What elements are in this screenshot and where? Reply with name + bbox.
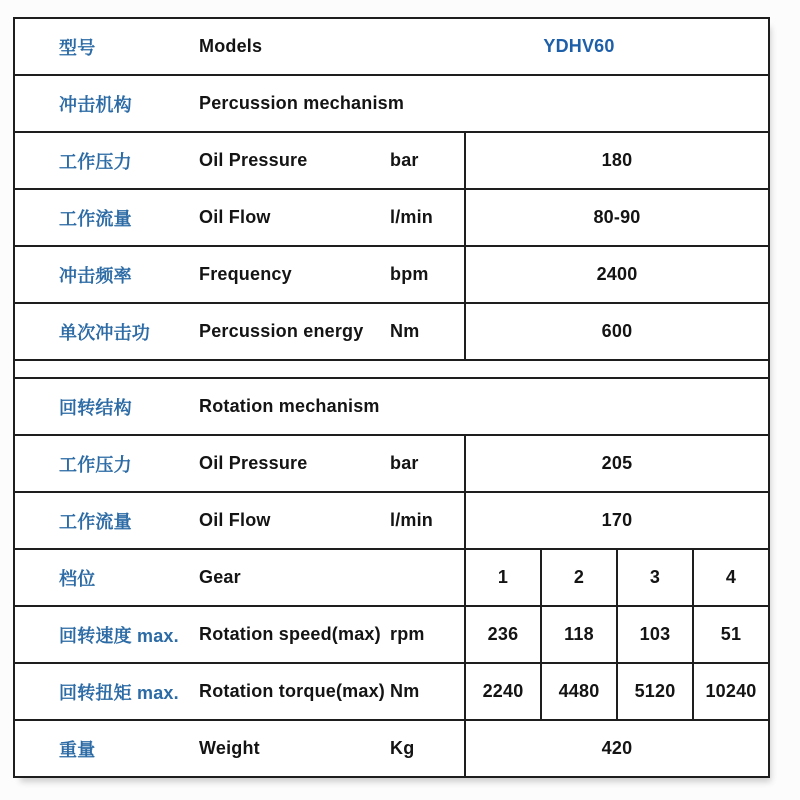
spec-value: 180 (464, 133, 768, 188)
spec-row-oil-pressure-rotation (15, 434, 768, 491)
section-label-en: Rotation mechanism (199, 396, 380, 416)
gear-label-en: Gear (199, 567, 241, 587)
gear-value-1: 1 (464, 550, 540, 605)
rotation-speed-row (15, 605, 768, 662)
spec-unit: Kg (390, 738, 415, 758)
rotation-torque-unit: Nm (390, 681, 420, 701)
spec-value: 205 (464, 436, 768, 491)
section-row-percussion (15, 74, 768, 131)
model-label-en: Models (199, 36, 263, 56)
rotation-torque-gear-3: 5120 (616, 664, 692, 719)
section-label-zh: 冲击机构 (59, 94, 132, 115)
spec-label-en: Oil Flow (199, 510, 271, 530)
spec-label-en: Frequency (199, 264, 292, 284)
spec-value: 2400 (464, 247, 768, 302)
rotation-torque-gear-1: 2240 (464, 664, 540, 719)
rotation-speed-gear-1: 236 (464, 607, 540, 662)
gear-value-4: 4 (692, 550, 768, 605)
model-value: YDHV60 (543, 36, 615, 56)
model-label-zh: 型号 (59, 37, 96, 58)
spec-row-weight (15, 719, 768, 776)
spec-row-frequency (15, 245, 768, 302)
spec-label-zh: 工作压力 (59, 454, 132, 475)
spec-label-en: Weight (199, 738, 260, 758)
section-separator (15, 359, 768, 377)
gear-unit (390, 550, 464, 605)
model-row (15, 19, 768, 74)
rotation-speed-label-zh: 回转速度 max. (59, 625, 179, 646)
spec-row-oil-flow-rotation (15, 491, 768, 548)
spec-unit: bar (390, 453, 419, 473)
spec-unit: l/min (390, 207, 434, 227)
rotation-torque-gear-2: 4480 (540, 664, 616, 719)
rotation-torque-gear-4: 10240 (692, 664, 768, 719)
spec-unit: bar (390, 150, 419, 170)
gear-value-3: 3 (616, 550, 692, 605)
section-row-rotation (15, 377, 768, 434)
rotation-speed-unit: rpm (390, 624, 425, 644)
spec-row-oil-flow-percussion (15, 188, 768, 245)
specification-table (13, 17, 770, 778)
spec-label-zh: 重量 (59, 739, 96, 760)
spec-label-zh: 工作流量 (59, 208, 132, 229)
rotation-speed-gear-3: 103 (616, 607, 692, 662)
spec-label-zh: 冲击频率 (59, 265, 132, 286)
spec-unit: Nm (390, 321, 420, 341)
spec-label-en: Oil Flow (199, 207, 271, 227)
spec-label-zh: 单次冲击功 (59, 322, 150, 343)
gear-value-2: 2 (540, 550, 616, 605)
spec-value: 420 (464, 721, 768, 776)
rotation-speed-gear-2: 118 (540, 607, 616, 662)
spec-label-zh: 工作流量 (59, 511, 132, 532)
spec-row-percussion-energy (15, 302, 768, 359)
rotation-speed-gear-4: 51 (692, 607, 768, 662)
spec-value: 600 (464, 304, 768, 359)
spec-unit: l/min (390, 510, 434, 530)
spec-unit: bpm (390, 264, 429, 284)
rotation-torque-label-en: Rotation torque(max) (199, 681, 385, 701)
spec-label-en: Oil Pressure (199, 150, 308, 170)
rotation-speed-label-en: Rotation speed(max) (199, 624, 381, 644)
spec-value: 170 (464, 493, 768, 548)
spec-label-en: Oil Pressure (199, 453, 308, 473)
spec-label-zh: 工作压力 (59, 151, 132, 172)
rotation-torque-label-zh: 回转扭矩 max. (59, 682, 179, 703)
section-label-zh: 回转结构 (59, 397, 132, 418)
rotation-torque-row (15, 662, 768, 719)
gear-row (15, 548, 768, 605)
spec-row-oil-pressure-percussion (15, 131, 768, 188)
spec-value: 80-90 (464, 190, 768, 245)
section-label-en: Percussion mechanism (199, 93, 405, 113)
spec-label-en: Percussion energy (199, 321, 364, 341)
gear-label-zh: 档位 (59, 568, 96, 589)
